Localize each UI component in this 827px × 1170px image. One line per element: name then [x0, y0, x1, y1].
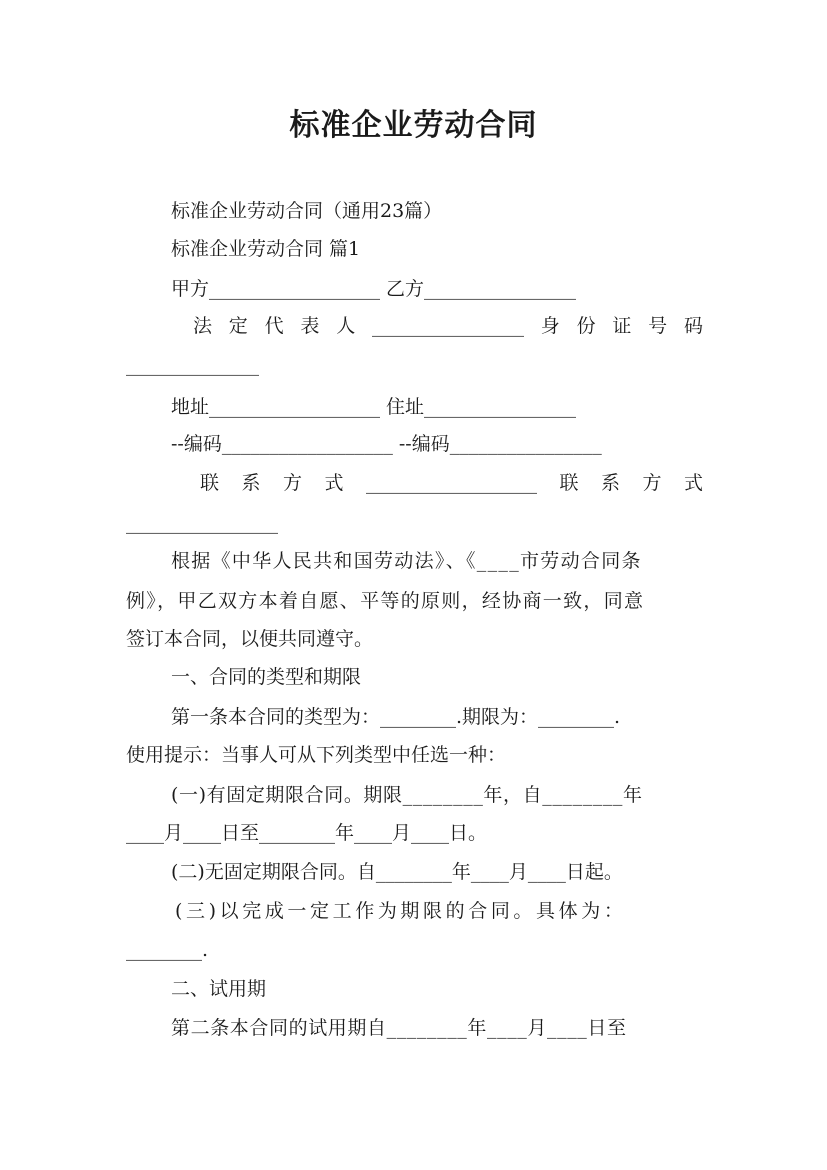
- clause-line: 第一条本合同的类型为：________.期限为：________.: [171, 706, 621, 728]
- paragraph-line: 签订本合同，以便共同遵守。: [126, 628, 374, 650]
- clause-line: 使用提示：当事人可从下列类型中任选一种：: [126, 744, 507, 766]
- contact-blank: ________________: [126, 512, 278, 534]
- id-number-blank: ______________: [126, 354, 259, 376]
- clause-line: ________.: [126, 939, 209, 961]
- subtitle-line: 标准企业劳动合同（通用23篇）: [171, 200, 443, 222]
- clause-line: 第二条本合同的试用期自________年____月____日至: [171, 1017, 627, 1039]
- party-line: 甲方__________________ 乙方________________: [171, 278, 577, 300]
- section-heading: 一、合同的类型和期限: [171, 666, 362, 688]
- paragraph-line: 例》，甲乙双方本着自愿、平等的原则，经协商一致，同意: [126, 590, 645, 612]
- document-title: 标准企业劳动合同: [289, 108, 538, 143]
- section-heading: 标准企业劳动合同 篇1: [171, 238, 361, 260]
- clause-line: ____月____日至________年____月____日。: [126, 822, 488, 844]
- clause-line: (三)以完成一定工作为期限的合同。具体为：: [175, 900, 627, 922]
- section-heading: 二、试用期: [171, 978, 267, 1000]
- contact-line: 联 系 方 式 __________________ 联 系 方 式: [200, 472, 703, 494]
- paragraph-line: 根据《中华人民共和国劳动法》、《____市劳动合同条: [171, 550, 642, 572]
- address-line: 地址__________________ 住址________________: [171, 396, 577, 418]
- postcode-line: --编码__________________ --编码________________: [171, 433, 602, 455]
- legal-rep-line: 法 定 代 表 人 ________________ 身 份 证 号 码: [193, 315, 703, 337]
- clause-line: (一)有固定期限合同。期限________年，自________年: [171, 784, 643, 806]
- clause-line: (二)无固定期限合同。自________年____月____日起。: [171, 861, 623, 883]
